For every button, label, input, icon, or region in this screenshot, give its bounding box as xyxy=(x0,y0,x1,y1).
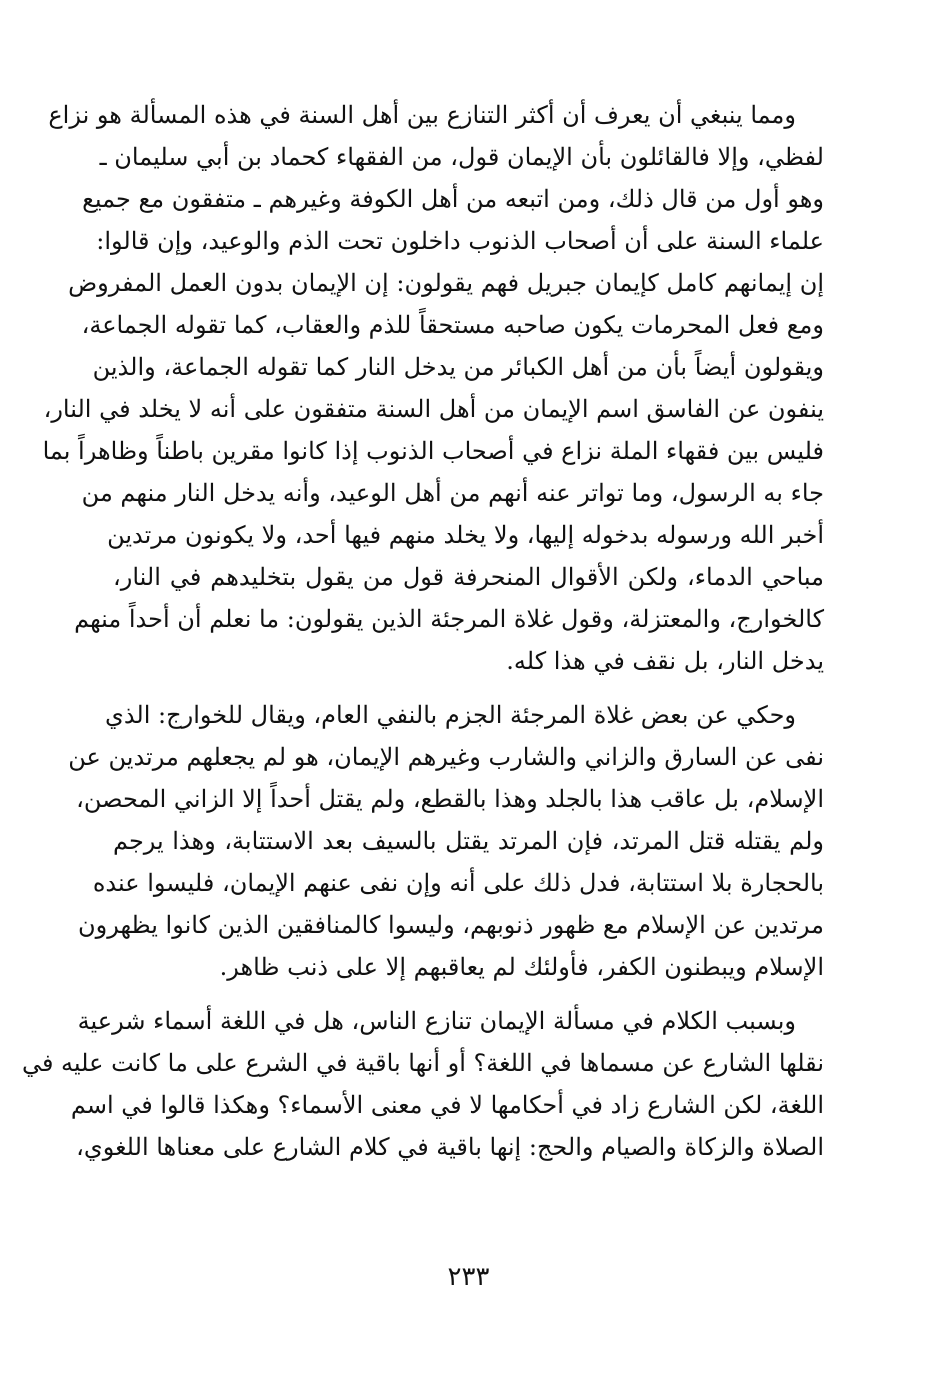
page-number: ٢٣٣ xyxy=(447,1262,490,1292)
text-line: اللغة، لكن الشارع زاد في أحكامها لا في معنى الأسماء؟ وهكذا قالوا في اسم xyxy=(70,1091,824,1119)
text-line: وهو أول من قال ذلك، ومن اتبعه من أهل الكوفة وغيرهم ـ متفقون مع جميع xyxy=(82,185,824,213)
text-line: لفظي، وإلا فالقائلون بأن الإيمان قول، من الفقهاء كحماد بن أبي سليمان ـ xyxy=(99,143,824,171)
text-line: الإسلام ويبطنون الكفر، فأولئك لم يعاقبهم إلا على ذنب ظاهر. xyxy=(219,953,824,981)
text-line: ينفون عن الفاسق اسم الإيمان من أهل السنة متفقون على أنه لا يخلد في النار، xyxy=(43,395,824,423)
text-line: ومما ينبغي أن يعرف أن أكثر التنازع بين أهل السنة في هذه المسألة هو نزاع xyxy=(48,101,796,129)
text-line: بالحجارة بلا استتابة، فدل ذلك على أنه وإن نفى عنهم الإيمان، فليسوا عنده xyxy=(92,869,824,897)
paragraph-gap xyxy=(113,682,824,694)
body-text xyxy=(21,94,825,1168)
text-line: ويقولون أيضاً بأن من أهل الكبائر من يدخل النار كما تقوله الجماعة، والذين xyxy=(92,353,824,381)
paragraph-gap xyxy=(113,988,824,1000)
text-line: يدخل النار، بل نقف في هذا كله. xyxy=(506,647,824,675)
text-line: مرتدين عن الإسلام مع ظهور ذنوبهم، وليسوا كالمنافقين الذين كانوا يظهرون xyxy=(78,911,824,939)
text-line: نقلها الشارع عن مسماها في اللغة؟ أو أنها باقية في الشرع على ما كانت عليه في xyxy=(21,1049,824,1077)
text-line: ولم يقتله قتل المرتد، فإن المرتد يقتل بالسيف بعد الاستتابة، وهذا يرجم xyxy=(113,827,825,855)
paragraph-2 xyxy=(68,694,825,988)
text-line: نفى عن السارق والزاني والشارب وغيرهم الإيمان، هو لم يجعلهم مرتدين عن xyxy=(68,743,824,771)
paragraph-3 xyxy=(21,1000,824,1168)
text-line: وبسبب الكلام في مسألة الإيمان تنازع الناس، هل في اللغة أسماء شرعية xyxy=(77,1007,796,1035)
text-line: فليس بين فقهاء الملة نزاع في أصحاب الذنوب إذا كانوا مقرين باطناً وظاهراً بما xyxy=(42,437,824,465)
text-line: كالخوارج، والمعتزلة، وقول غلاة المرجئة الذين يقولون: ما نعلم أن أحداً منهم xyxy=(74,605,824,633)
paragraph-1 xyxy=(42,94,824,682)
text-line: وحكي عن بعض غلاة المرجئة الجزم بالنفي العام، ويقال للخوارج: الذي xyxy=(105,701,796,729)
text-line: أخبر الله ورسوله بدخوله إليها، ولا يخلد منهم فيها أحد، ولا يكونون مرتدين xyxy=(107,521,824,549)
text-line: علماء السنة على أن أصحاب الذنوب داخلون تحت الذم والوعيد، وإن قالوا: xyxy=(96,227,824,255)
text-line: الإسلام، بل عاقب هذا بالجلد وهذا بالقطع، ولم يقتل أحداً إلا الزاني المحصن، xyxy=(76,785,824,813)
text-line: إن إيمانهم كامل كإيمان جبريل فهم يقولون: إن الإيمان بدون العمل المفروض xyxy=(68,269,824,297)
text-line: الصلاة والزكاة والصيام والحج: إنها باقية في كلام الشارع على معناها اللغوي، xyxy=(76,1133,824,1161)
text-line: ومع فعل المحرمات يكون صاحبه مستحقاً للذم والعقاب، كما تقوله الجماعة، xyxy=(81,311,824,339)
text-line: مباحي الدماء، ولكن الأقوال المنحرفة قول من يقول بتخليدهم في النار، xyxy=(113,563,824,591)
text-line: جاء به الرسول، وما تواتر عنه أنهم من أهل الوعيد، وأنه يدخل النار منهم من xyxy=(81,479,824,507)
